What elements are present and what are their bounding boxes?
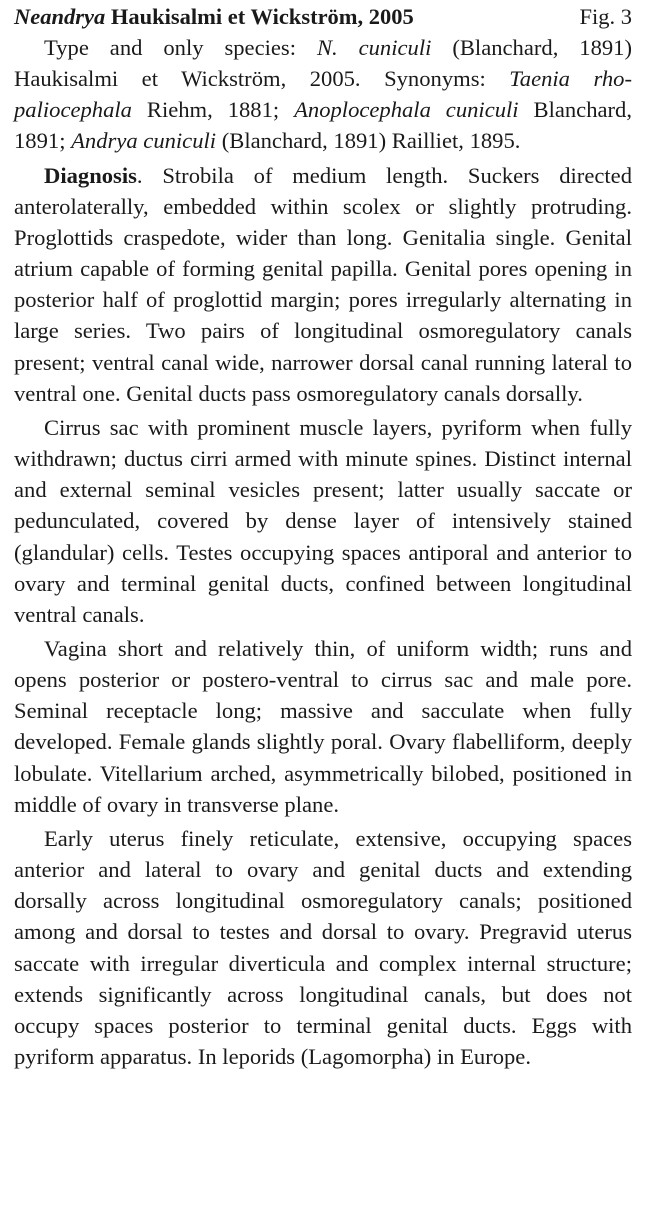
italic-text-segment: Taenia rhopaliocephala xyxy=(14,66,632,123)
paragraph-vagina xyxy=(14,633,632,820)
text-segment: Type and only species: xyxy=(44,35,317,60)
genus-name: Neandrya xyxy=(14,4,106,29)
bold-text-segment: Diagnosis xyxy=(44,162,137,188)
next-line-cutoff xyxy=(260,1206,560,1218)
text-segment: . Strobila of medium length. Suckers directed anterolaterally, embedded within scolex or slightly protruding. Proglottids craspedote, wider than long. Genitalia single. Genital atrium capable of forming genital papilla. Genital pores opening in posterior half of proglottid margin; pores irregularly alternating in large series. Two pairs of longitudinal osmoregulatory canals present; ventral canal wide, narrower dorsal canal running lateral to ventral one. Genital ducts pass osmoregulatory canals dorsally. xyxy=(14,162,632,406)
text-segment: Cirrus sac with prominent muscle layers, pyriform when fully withdrawn; ductus cirri armed with minute spines. Distinct internal and external seminal vesicles present; latter usually saccate or pedunculated, covered by dense layer of intensively stained (glandular) cells. Testes occupying spaces antiporal and anterior to ovary and terminal genital ducts, confined between longitudinal ventral canals. xyxy=(14,414,632,627)
text-segment: (Blanchard, 1891) Railliet, 1895. xyxy=(216,128,521,154)
paragraph-cirrus-sac xyxy=(14,412,632,630)
paragraph-uterus xyxy=(14,823,632,1072)
text-segment: Riehm, 1881; xyxy=(131,97,295,123)
genus-heading xyxy=(14,2,632,32)
italic-text-segment: N. cuniculi xyxy=(316,35,432,60)
text-segment: Blanchard, 1891; xyxy=(14,97,632,154)
italic-text-segment: Andrya cuniculi xyxy=(71,128,217,154)
figure-reference: Fig. 3 xyxy=(579,4,632,29)
paragraph-diagnosis xyxy=(14,160,632,409)
text-segment: Vagina short and relatively thin, of uniform width; runs and opens posterior or postero-ventral to cirrus sac and male pore. Seminal receptacle long; massive and sacculate when fully developed. Female glands slightly poral. Ovary flabelliform, deeply lobulate. Vitellarium arched, asymmetrically bilobed, positioned in middle of ovary in transverse plane. xyxy=(14,635,632,817)
text-segment: (Blanchard, 1891) Haukisalmi et Wickström, 2005. Synonyms: xyxy=(14,35,633,92)
genus-authority: Haukisalmi et Wickström, 2005 xyxy=(110,4,414,29)
text-segment: Early uterus finely reticulate, extensive, occupying spaces anterior and lateral to ovary and genital ducts and extending dorsally across longitudinal osmoregulatory canals; positioned among and dorsal to testes and dorsal to ovary. Pregravid uterus saccate with irregular diverticula and complex internal structure; extends significantly across longitudinal canals, but does not occupy spaces posterior to terminal genital ducts. Eggs with pyriform apparatus. In leporids (Lagomorpha) in Europe. xyxy=(14,825,632,1069)
italic-text-segment: Anoplocephala cuniculi xyxy=(294,97,519,123)
paragraph-type-species xyxy=(14,32,632,157)
document-page xyxy=(14,2,632,1075)
